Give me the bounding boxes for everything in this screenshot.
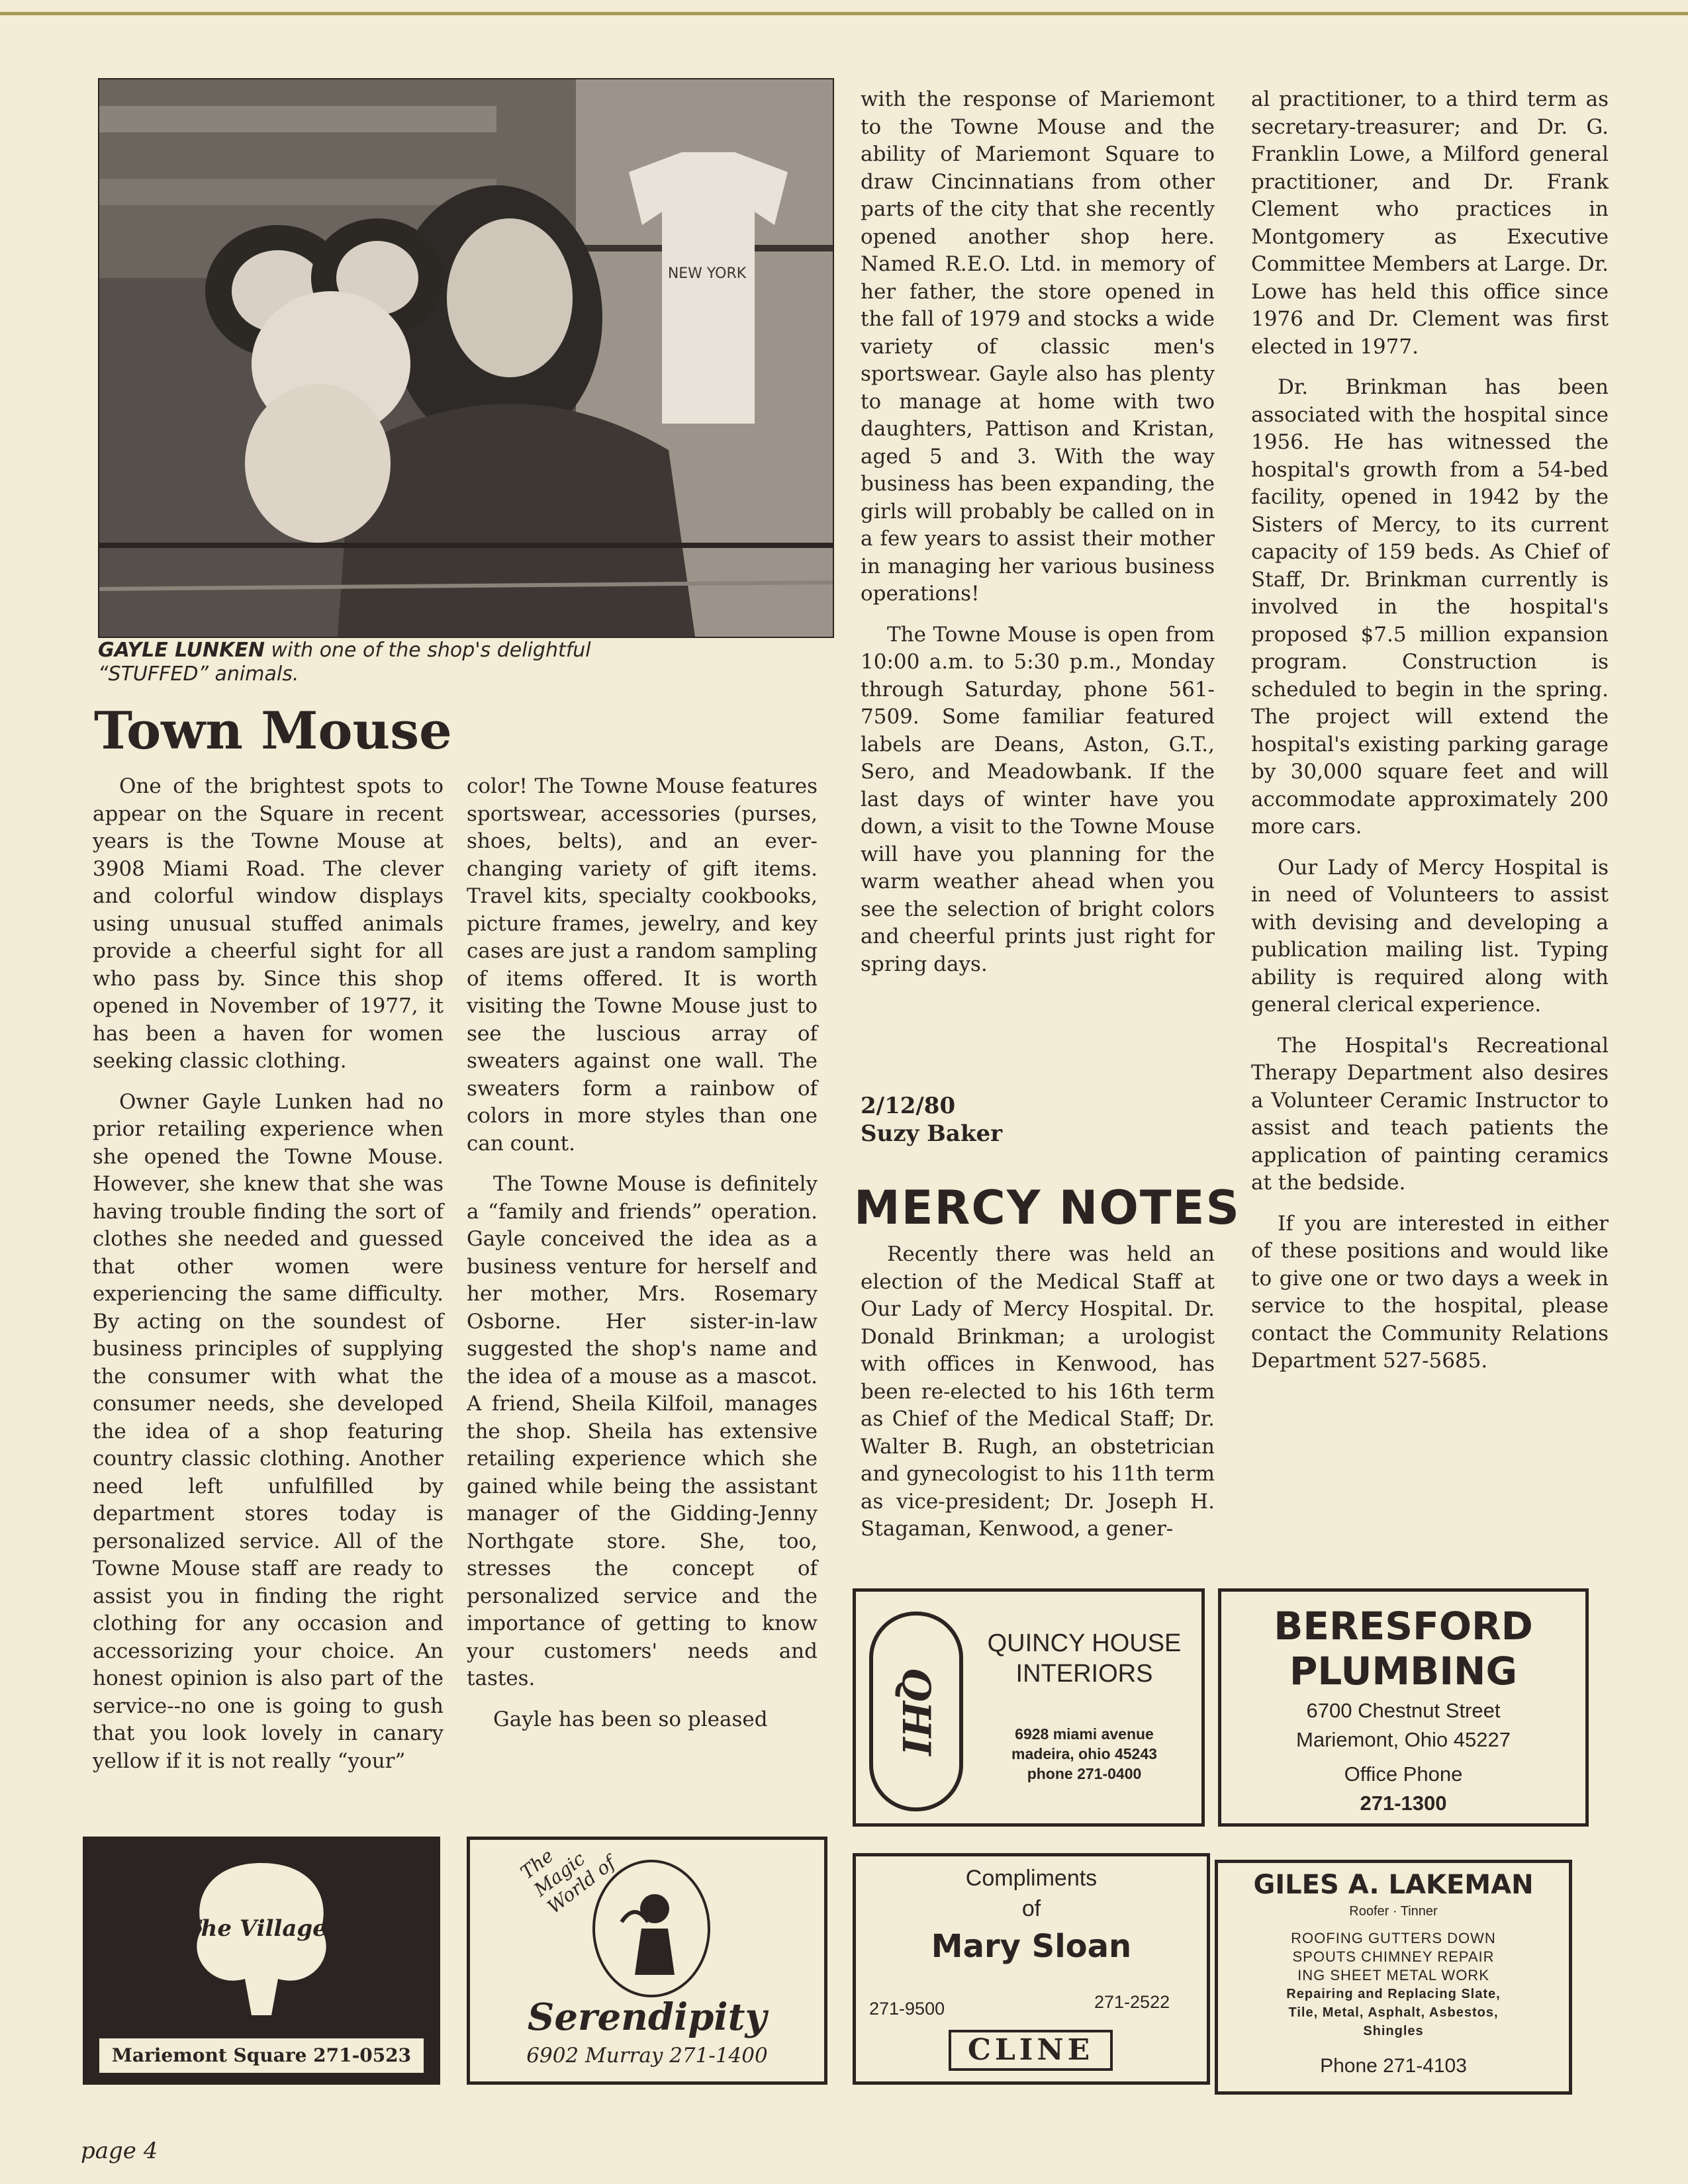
lakeman-l3: ING SHEET METAL WORK: [1297, 1967, 1489, 1983]
sloan-phone-1: 271-9500: [869, 1999, 945, 2019]
ad-mary-sloan: [853, 1853, 1210, 2085]
ad-giles-lakeman: [1215, 1860, 1572, 2095]
paragraph: color! The Towne Mouse features sportswear, accessories (purses, shoes, belts), and an ever-changing variety of gift items. Travel kits, specialty cookbooks, picture frames, jewelry, and key cases are just a random sampling of items offered. It is worth visiting the Towne Mouse just to see the luscious array of sweaters against one wall. The sweaters form a rainbow of colors in more styles than one can count.: [467, 774, 818, 1156]
ad-the-villager: [83, 1837, 440, 2085]
caption-text: with one of the shop's delightful: [264, 639, 591, 662]
beresford-address: [1221, 1696, 1585, 1818]
serendipity-figure-icon: [595, 1862, 708, 1995]
quincy-name: [968, 1628, 1200, 1689]
serendipity-oval: [592, 1860, 710, 1997]
quincy-name-line2: INTERIORS: [1015, 1660, 1153, 1688]
mercy-notes-column-3: [861, 1241, 1215, 1557]
photo-gayle-lunken: [98, 78, 834, 638]
serendipity-arc-text: The Magic World of: [516, 1844, 620, 1919]
quincy-monogram-text: QHI: [894, 1667, 939, 1756]
paragraph: The Hospital's Recreational Therapy Department also desires a Volunteer Ceramic Instructor to assist and teach patients the application of painting ceramics at the bedside.: [1251, 1033, 1609, 1195]
beresford-name-line1: BERESFORD: [1274, 1604, 1533, 1649]
paragraph: If you are interested in either of these positions and would like to give one or two days a week in service to the hospital, please contact the Community Relations Department 527-5685.: [1251, 1211, 1609, 1373]
paragraph: Gayle has been so pleased: [493, 1707, 768, 1731]
shirt-text: NEW YORK: [667, 265, 747, 282]
lakeman-name: GILES A. LAKEMAN: [1253, 1870, 1534, 1900]
photo-illustration: [99, 79, 833, 637]
article-author: Suzy Baker: [861, 1120, 1003, 1147]
lakeman-services: [1218, 1929, 1569, 2040]
beresford-phone: 271-1300: [1360, 1792, 1447, 1815]
quincy-phone: phone 271-0400: [1027, 1765, 1142, 1782]
paragraph: al practitioner, to a third term as secretary-treasurer; and Dr. G. Franklin Lowe, a Milford general practitioner, and Dr. Frank Clement who practices in Montgomery as Executive Committee Members at Large. Dr. Lowe has held this office since 1976 and Dr. Clement was first elected in 1977.: [1251, 87, 1609, 359]
article-date: 2/12/80: [861, 1093, 956, 1119]
beresford-name-line2: PLUMBING: [1289, 1649, 1518, 1694]
paragraph: with the response of Mariemont to the Towne Mouse and the ability of Mariemont Square to draw Cincinnatians from other parts of the city that she recently opened another shop here. Named R.E.O. Ltd. in memory of her father, the store opened in the fall of 1979 and stocks a wide variety of classic men's sportswear. Gayle also has plenty to manage at home with two daughters, Pattison and Kristan, aged 5 and 3. With the way business has been expanding, the girls will probably be called on in a few years to assist their mother in managing her various business operations!: [861, 87, 1215, 606]
quincy-name-line1: QUINCY HOUSE: [987, 1629, 1182, 1657]
sloan-phone-2: 271-2522: [1094, 1992, 1170, 2012]
quincy-monogram: [869, 1612, 963, 1811]
quincy-addr1: 6928 miami avenue: [1015, 1725, 1154, 1743]
paragraph: Our Lady of Mercy Hospital is in need of Volunteers to assist with devising and developing a publication mailing list. Typing ability is required along with general clerical experience.: [1251, 855, 1609, 1017]
paragraph: The Towne Mouse is open from 10:00 a.m. to 5:30 p.m., Monday through Saturday, phone 561-7509. Some familiar featured labels are Deans, Aston, G.T., Sero, and Meadowbank. If the last days of winter have you down, a visit to the Towne Mouse will have you planning for the warm weather ahead when you see the selection of bright colors and cheerful prints just right for spring days.: [861, 622, 1215, 976]
ad-quincy-house-interiors: [853, 1588, 1205, 1827]
caption-name: GAYLE LUNKEN: [98, 639, 265, 662]
lakeman-subtitle: Roofer · Tinner: [1349, 1904, 1438, 1919]
ad-beresford-plumbing: [1218, 1588, 1589, 1827]
page-number: page 4: [81, 2138, 158, 2164]
cline-badge: CLINE: [949, 2030, 1113, 2071]
paragraph: One of the brightest spots to appear on the Square in recent years is the Towne Mouse at 3908 Miami Road. The clever and colorful window displays using unusual stuffed animals provide a cheerful sight for all who pass by. Since this shop opened in November of 1977, it has been a haven for women seeking classic clothing.: [93, 774, 444, 1073]
lakeman-l2: SPOUTS CHIMNEY REPAIR: [1292, 1948, 1495, 1965]
town-mouse-column-1: [93, 773, 444, 1788]
villager-footer: Mariemont Square 271-0523: [99, 2038, 424, 2073]
top-rule: [0, 12, 1688, 15]
serendipity-address: 6902 Murray 271-1400: [526, 2044, 768, 2068]
paragraph: Owner Gayle Lunken had no prior retailing experience when she opened the Towne Mouse. However, she knew that she was having trouble finding the sort of clothes she needed and guessed that other women were experiencing the same difficulty. By acting on the soundest of business principles of supplying the consumer with what the consumer needs, she developed the idea of a shop featuring country classic clothing. Another need left unfulfilled by department stores today is personalized service. All of the Towne Mouse staff are ready to assist you in finding the right clothing for any occasion and accessorizing your choice. An honest opinion is also part of the service--no one is going to gush that you look lovely in canary yellow if it is not really “your”: [93, 1089, 444, 1773]
mercy-notes-headline: MERCY NOTES: [854, 1181, 1241, 1235]
ad-serendipity: [467, 1837, 827, 2085]
sloan-name: Mary Sloan: [931, 1928, 1132, 1965]
sloan-line2: of: [1021, 1896, 1041, 1921]
paragraph: Dr. Brinkman has been associated with the hospital since 1956. He has witnessed the hospital's growth from a 54-bed facility, opened in 1942 by the Sisters of Mercy, to its current capacity of 159 beds. As Chief of Staff, Dr. Brinkman currently is involved in the hospital's proposed $7.5 million expansion program. Construction is scheduled to begin in the spring. The project will extend the hospital's existing parking garage by 30,000 square feet and will accommodate approximately 200 more cars.: [1251, 375, 1609, 839]
beresford-addr1: 6700 Chestnut Street: [1306, 1699, 1501, 1722]
paragraph: The Towne Mouse is definitely a “family and friends” operation. Gayle conceived the idea as a business venture for herself and her mother, Mrs. Rosemary Osborne. Her sister-in-law suggested the shop's name and the idea of a mouse as a mascot. A friend, Sheila Kilfoil, manages the shop. Sheila has extensive retailing experience which she gained while being the assistant manager of the Gidding-Jenny Northgate store. She, too, stresses the concept of personalized service and the importance of getting to know your customers' needs and tastes.: [467, 1172, 818, 1690]
paragraph: Recently there was held an election of the Medical Staff at Our Lady of Mercy Hospital. Dr. Donald Brinkman; a urologist with offices in Kenwood, has been re-elected to his 16th term as Chief of the Medical Staff; Dr. Walter B. Rugh, an obstetrician and gynecologist to his 11th term as vice-president; Dr. Joseph H. Stagaman, Kenwood, a gener-: [861, 1242, 1215, 1541]
beresford-phone-label: Office Phone: [1344, 1762, 1463, 1786]
mercy-notes-column-4: [1251, 86, 1609, 1388]
beresford-addr2: Mariemont, Ohio 45227: [1296, 1728, 1511, 1751]
caption-line2: “STUFFED” animals.: [98, 662, 299, 686]
sloan-compliments: [856, 1863, 1207, 1924]
lakeman-l6: Shingles: [1363, 2024, 1424, 2038]
sloan-line1: Compliments: [965, 1866, 1098, 1891]
quincy-address: [968, 1724, 1200, 1784]
beresford-name: [1221, 1604, 1585, 1694]
photo-caption: [98, 639, 831, 686]
lakeman-phone: Phone 271-4103: [1320, 2055, 1467, 2077]
serendipity-name: Serendipity: [527, 1995, 767, 2039]
lakeman-l5: Tile, Metal, Asphalt, Asbestos,: [1288, 2005, 1499, 2020]
town-mouse-column-2: [467, 773, 818, 1747]
lakeman-l1: ROOFING GUTTERS DOWN: [1291, 1930, 1496, 1946]
villager-tree-logo: [172, 1850, 351, 2028]
quincy-addr2: madeira, ohio 45243: [1011, 1745, 1157, 1762]
town-mouse-column-3: [861, 86, 1215, 991]
lakeman-l4: Repairing and Replacing Slate,: [1286, 1987, 1501, 2001]
villager-logo-text: The Villager: [184, 1915, 339, 1942]
town-mouse-headline: Town Mouse: [94, 701, 452, 761]
